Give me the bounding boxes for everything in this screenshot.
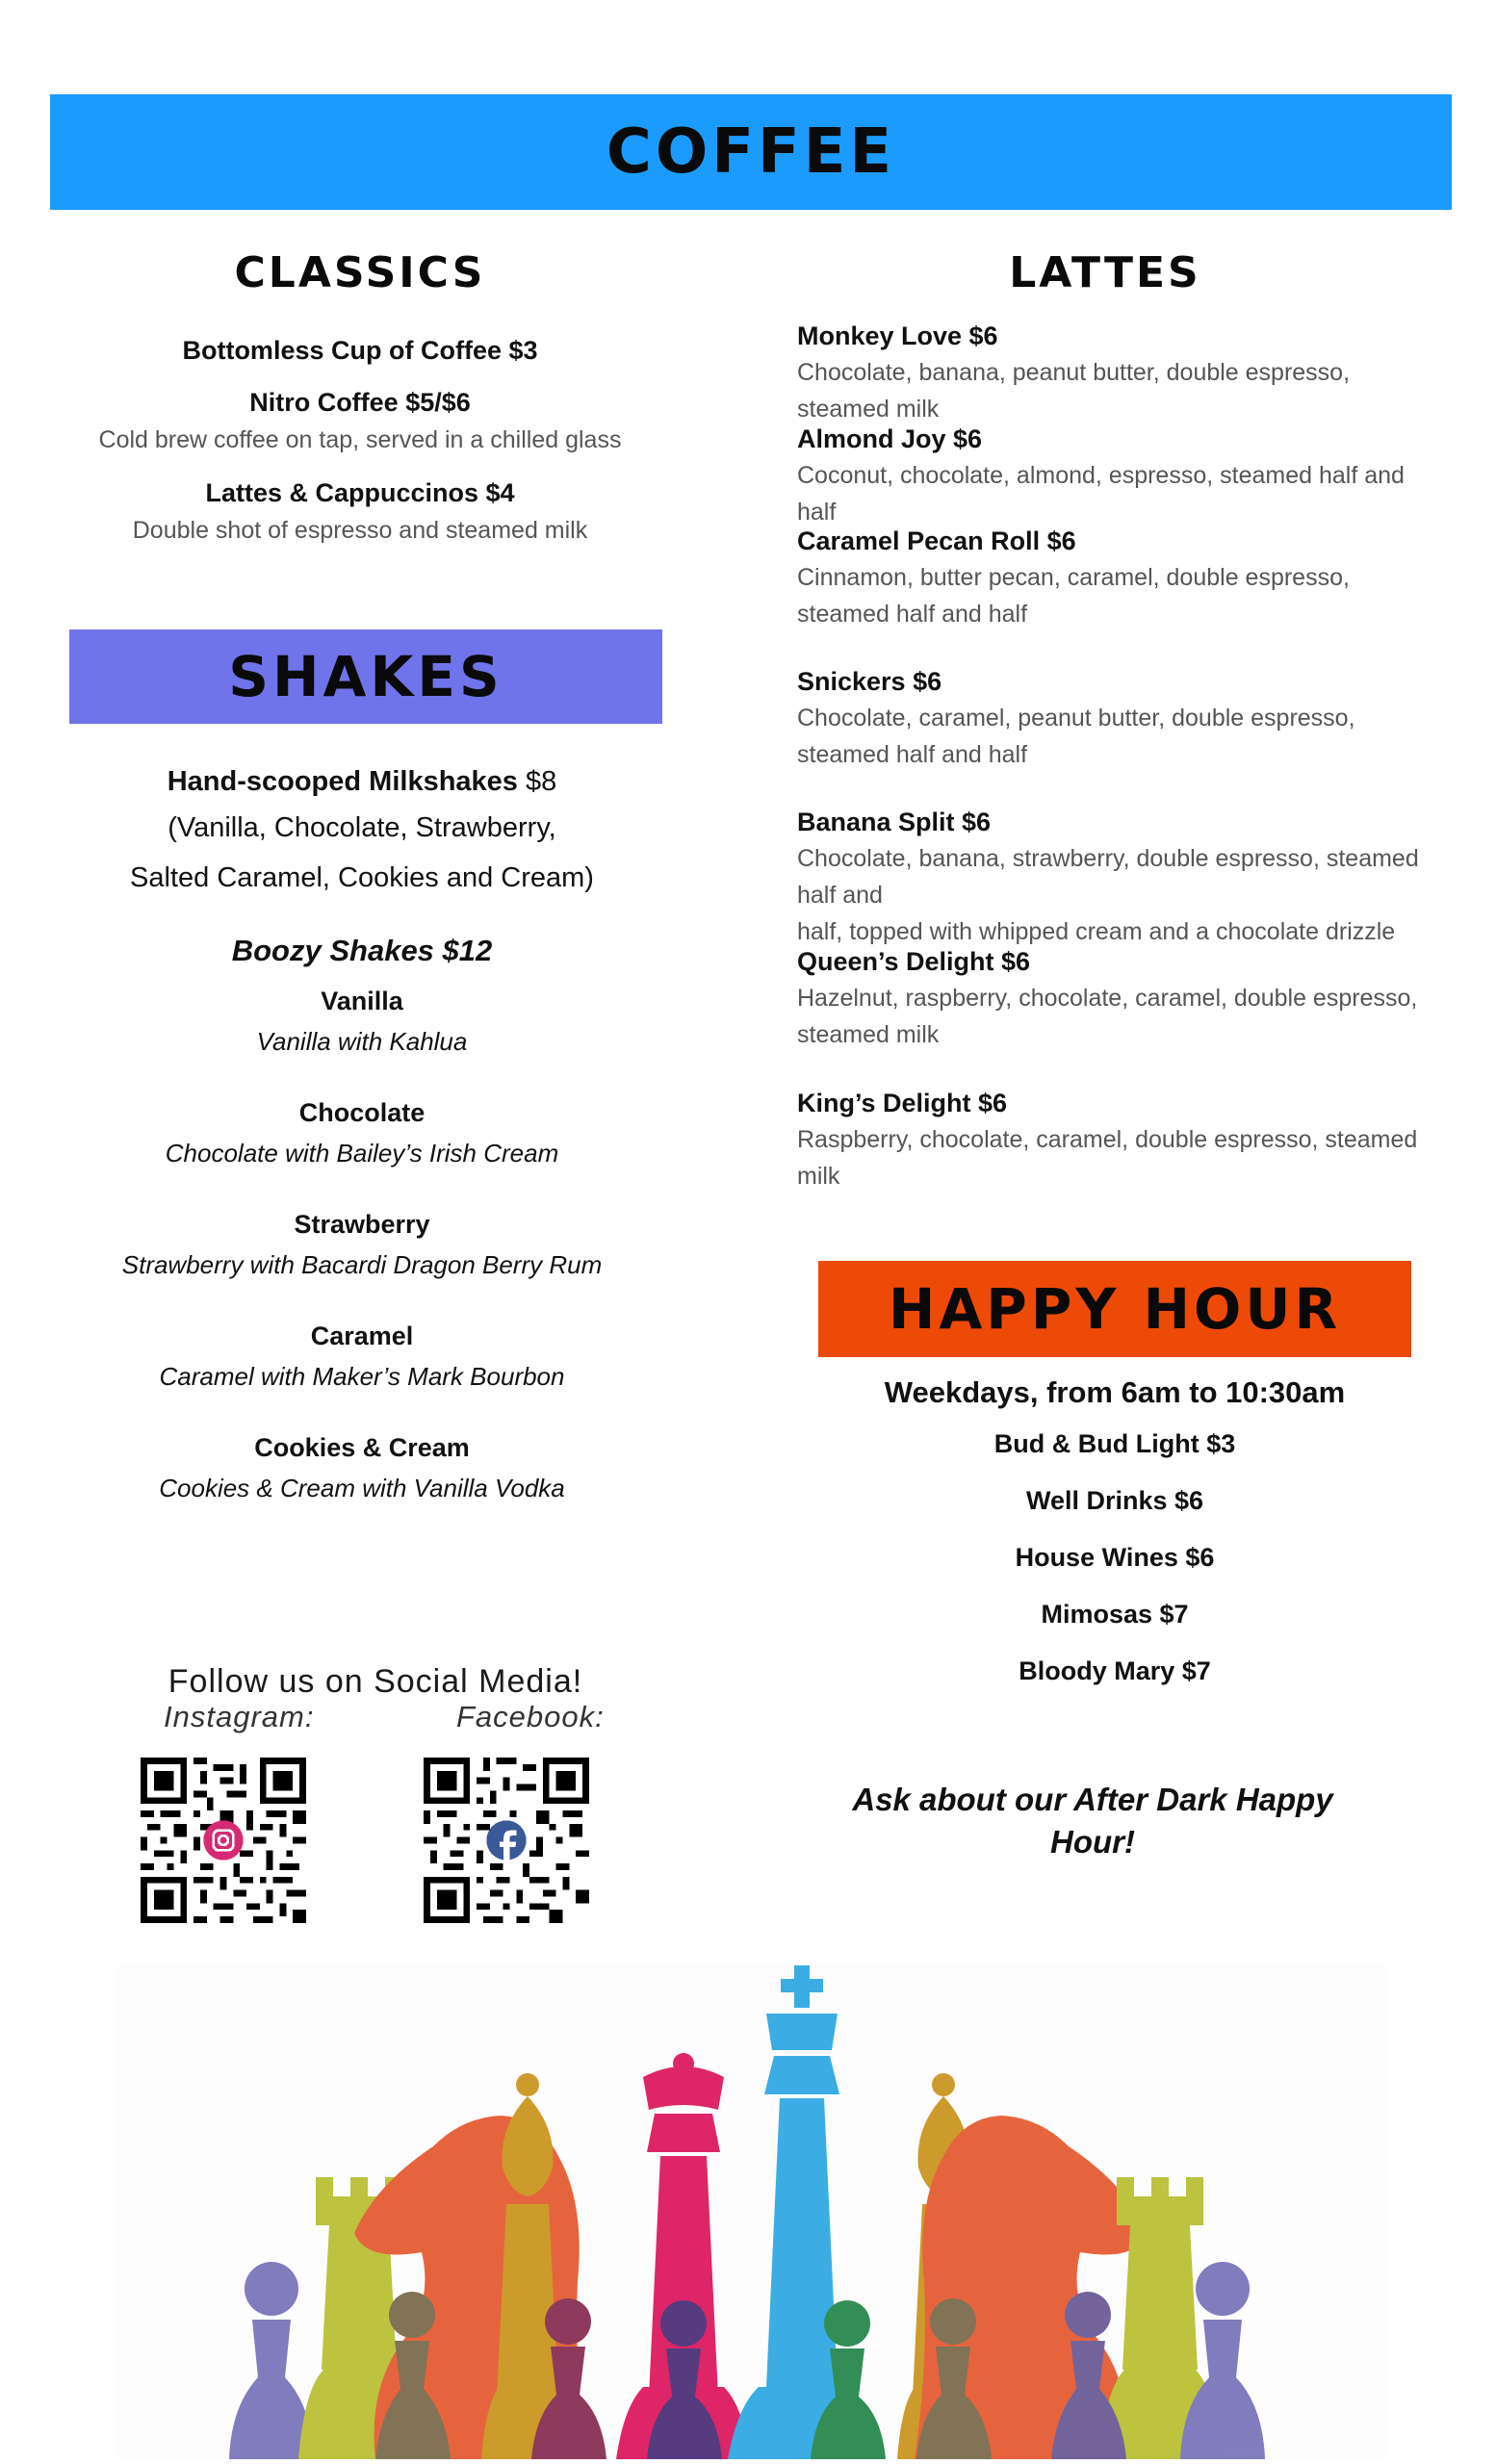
boozy-strawberry-name: Strawberry (294, 1210, 430, 1239)
happy-hour-schedule: Weekdays, from 6am to 10:30am (884, 1375, 1346, 1409)
happy-hour-item: House Wines $6 (1015, 1543, 1215, 1572)
shakes-banner (69, 629, 662, 724)
boozy-vanilla-name: Vanilla (321, 987, 403, 1015)
latte-desc: Cinnamon, butter pecan, caramel, double espresso, (797, 564, 1350, 591)
happy-hour-title: HAPPY HOUR (888, 1276, 1342, 1342)
shakes-title: SHAKES (228, 644, 503, 709)
latte-name: Almond Joy $6 (797, 424, 983, 453)
instagram-icon (203, 1820, 243, 1860)
classics-item-lattes: Lattes & Cappuccinos $4 (205, 478, 515, 507)
boozy-vanilla-desc: Vanilla with Kahlua (256, 1027, 468, 1056)
classics-item-lattes-desc: Double shot of espresso and steamed milk (132, 517, 588, 544)
boozy-title: Boozy Shakes $12 (231, 934, 493, 967)
milkshakes-name: Hand-scooped Milkshakes (167, 766, 518, 797)
boozy-cookies-name: Cookies & Cream (254, 1433, 470, 1462)
lattes-title: LATTES (1009, 248, 1201, 297)
latte-item (797, 804, 1432, 950)
shakes-list (71, 760, 653, 1507)
latte-name: Snickers $6 (797, 667, 942, 696)
boozy-strawberry-desc: Strawberry with Bacardi Dragon Berry Rum (121, 1250, 603, 1279)
instagram-label: Instagram: (164, 1700, 315, 1733)
happy-hour-item: Well Drinks $6 (1025, 1486, 1204, 1515)
after-dark-note: Ask about our After Dark Happy Hour! (852, 1782, 1333, 1860)
qr-code-pattern (424, 1758, 589, 1923)
classics-item-nitro-desc: Cold brew coffee on tap, served in a chilled glass (98, 426, 622, 453)
boozy-chocolate-desc: Chocolate with Bailey’s Irish Cream (165, 1139, 559, 1168)
instagram-qr-code[interactable] (141, 1758, 306, 1923)
chess-pieces-illustration (116, 1964, 1386, 2459)
boozy-item (71, 1203, 653, 1284)
happy-hour-item: Bud & Bud Light $3 (993, 1429, 1236, 1458)
boozy-item (71, 1315, 653, 1396)
boozy-caramel-name: Caramel (310, 1322, 414, 1350)
latte-desc: steamed milk (797, 1021, 940, 1048)
milkshakes-price: $8 (526, 766, 557, 797)
latte-desc: Raspberry, chocolate, caramel, double espresso, steamed milk (797, 1126, 1418, 1190)
boozy-chocolate-name: Chocolate (298, 1098, 426, 1127)
latte-item (797, 421, 1432, 530)
classics-list (71, 331, 649, 549)
facebook-qr-code[interactable] (424, 1758, 589, 1923)
milkshakes-flavors-1: (Vanilla, Chocolate, Strawberry, (168, 812, 556, 843)
latte-item (797, 318, 1432, 427)
happy-hour-banner (818, 1261, 1411, 1357)
happy-hour-item: Bloody Mary $7 (1019, 1656, 1211, 1685)
milkshakes-flavors-2: Salted Caramel, Cookies and Cream) (130, 862, 594, 893)
latte-name: Queen’s Delight $6 (797, 947, 1031, 976)
latte-name: Monkey Love $6 (797, 321, 998, 350)
latte-desc: steamed half and half (797, 741, 1028, 768)
boozy-cookies-desc: Cookies & Cream with Vanilla Vodka (159, 1474, 565, 1502)
milkshakes-line (71, 760, 653, 803)
coffee-banner (50, 94, 1452, 210)
latte-desc: Chocolate, banana, peanut butter, double espresso, steamed milk (797, 359, 1351, 423)
latte-item (797, 663, 1432, 773)
coffee-title: COFFEE (606, 116, 896, 188)
latte-item (797, 523, 1432, 632)
classics-item-nitro: Nitro Coffee $5/$6 (249, 388, 471, 417)
facebook-label: Facebook: (456, 1700, 605, 1733)
classics-item-bottomless: Bottomless Cup of Coffee $3 (182, 336, 538, 365)
latte-desc: steamed half and half (797, 601, 1028, 628)
latte-desc: Chocolate, banana, strawberry, double espresso, steamed half and (797, 845, 1419, 909)
latte-name: King’s Delight $6 (797, 1089, 1008, 1117)
latte-name: Caramel Pecan Roll $6 (797, 526, 1076, 555)
boozy-caramel-desc: Caramel with Maker’s Mark Bourbon (159, 1362, 565, 1391)
boozy-item (71, 1091, 653, 1172)
latte-desc: Chocolate, caramel, peanut butter, double espresso, (797, 705, 1355, 732)
boozy-item (71, 980, 653, 1061)
happy-hour-item: Mimosas $7 (1041, 1600, 1189, 1629)
latte-desc: Hazelnut, raspberry, chocolate, caramel, double espresso, (797, 985, 1418, 1012)
classics-title: CLASSICS (234, 248, 486, 297)
happy-hour-list (809, 1372, 1421, 1700)
latte-item (797, 1085, 1432, 1194)
latte-name: Banana Split $6 (797, 808, 992, 836)
latte-item (797, 943, 1432, 1053)
boozy-item (71, 1426, 653, 1507)
latte-desc: Coconut, chocolate, almond, espresso, steamed half and half (797, 462, 1405, 526)
latte-desc: half, topped with whipped cream and a chocolate drizzle (797, 918, 1396, 945)
social-heading: Follow us on Social Media! (168, 1663, 583, 1700)
qr-code-pattern (141, 1758, 306, 1923)
